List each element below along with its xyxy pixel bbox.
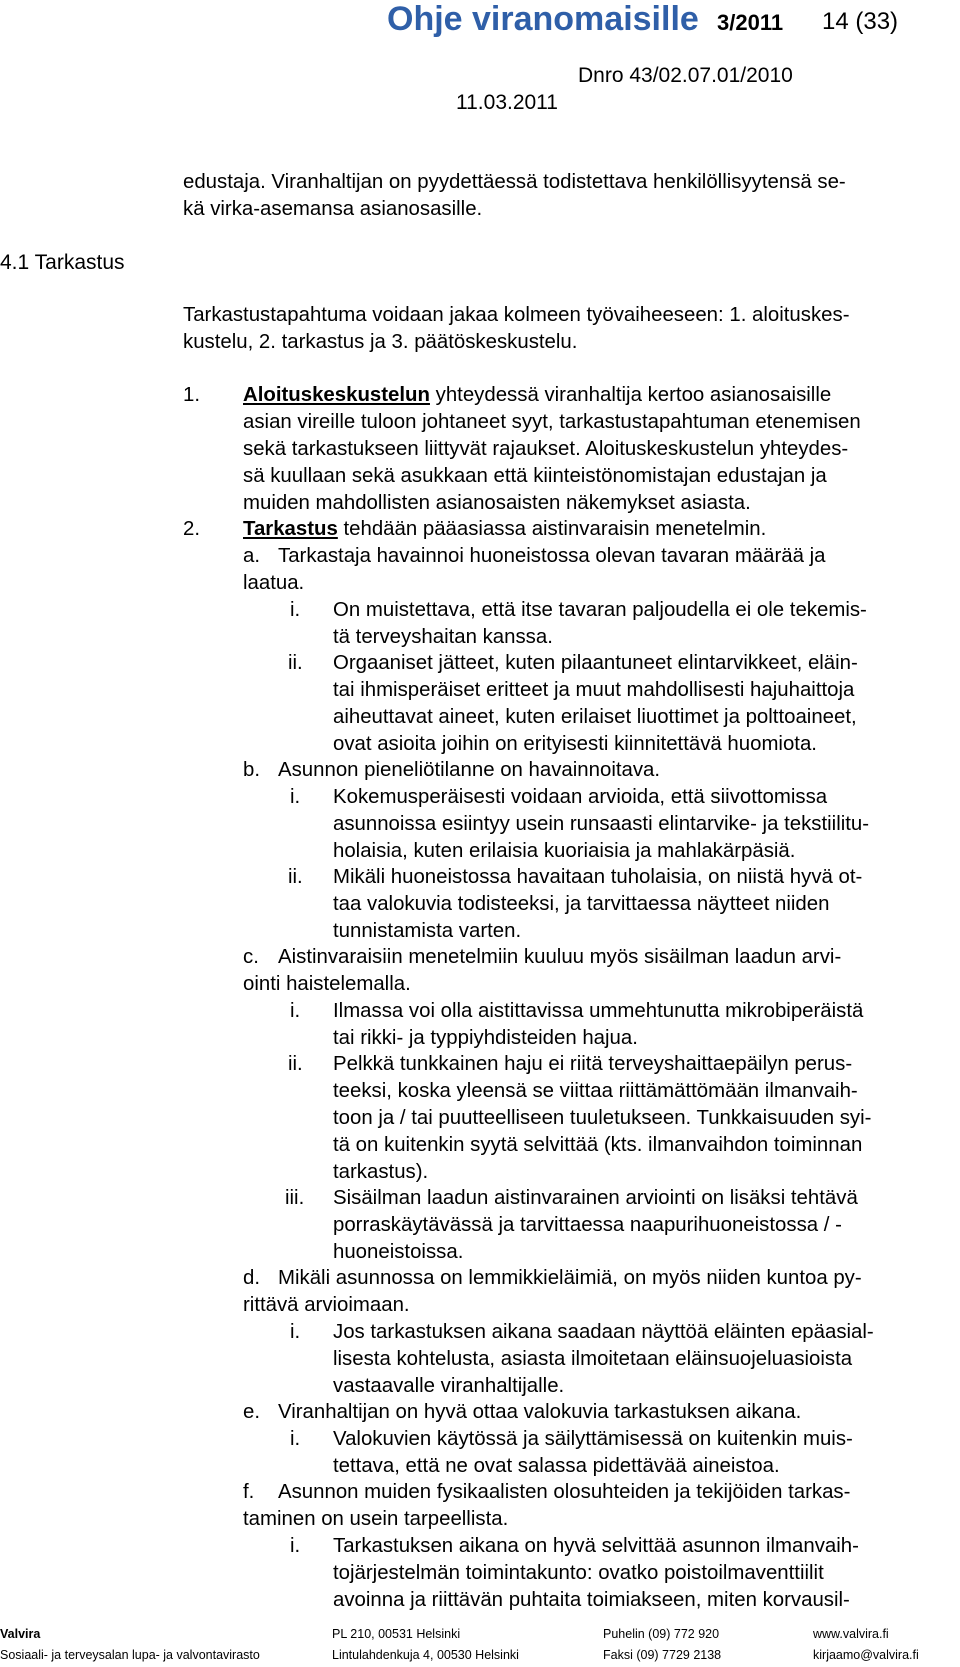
item-text: tehdään pääasiassa aistinvaraisin menetelmin. — [337, 518, 767, 540]
bold-term: Tarkastus — [243, 518, 338, 540]
list-roman: i. — [290, 599, 301, 621]
list-number: 2. — [183, 518, 201, 540]
paragraph-line: tai ihmisperäiset eritteet ja muut mahdollisesti hajuhaittoja — [333, 679, 855, 701]
footer-org-full: Sosiaali- ja terveysalan lupa- ja valvontavirasto — [0, 1648, 260, 1662]
paragraph-line: edustaja. Viranhaltijan on pyydettäessä todistettava henkilöllisyytensä se- — [183, 171, 846, 193]
paragraph-line: Mikäli huoneistossa havaitaan tuholaisia, on niistä hyvä ot- — [333, 866, 863, 888]
paragraph-line: tä terveyshaitan kanssa. — [333, 626, 553, 648]
paragraph-line: Kokemusperäisesti voidaan arvioida, että siivottomissa — [333, 786, 828, 808]
paragraph-line: tettava, että ne ovat salassa pidettävää aineistoa. — [333, 1455, 780, 1477]
paragraph-line: Orgaaniset jätteet, kuten pilaantuneet elintarvikkeet, eläin- — [333, 652, 858, 674]
paragraph-line: kä virka-asemansa asianosasille. — [183, 198, 483, 220]
paragraph-line: toon ja / tai puutteelliseen tuuletukseen. Tunkkaisuuden syi- — [333, 1107, 872, 1129]
paragraph-line: vastaavalle viranhaltijalle. — [333, 1375, 565, 1397]
paragraph-line: Ilmassa voi olla aistittavissa ummehtunutta mikrobiperäistä — [333, 1000, 864, 1022]
item-text: yhteydessä viranhaltija kertoo asianosaisille — [429, 384, 832, 406]
section-heading: 4.1 Tarkastus — [0, 251, 125, 274]
list-number: 1. — [183, 384, 201, 406]
paragraph-line: porraskäytävässä ja tarvittaessa naapurihuoneistossa / - — [333, 1214, 842, 1236]
paragraph-line: ointi haistelemalla. — [243, 973, 411, 995]
footer-email-link[interactable]: kirjaamo@valvira.fi — [813, 1648, 919, 1662]
paragraph-line: teeksi, koska yleensä se viittaa riittämättömään ilmanvaih- — [333, 1080, 858, 1102]
list-letter: f. — [243, 1481, 255, 1503]
footer-web-link[interactable]: www.valvira.fi — [813, 1627, 889, 1641]
list-letter: a. — [243, 545, 261, 567]
paragraph-line: muiden mahdollisten asianosaisten näkemykset asiasta. — [243, 492, 751, 514]
paragraph-line: kustelu, 2. tarkastus ja 3. päätöskeskustelu. — [183, 331, 578, 353]
list-letter: b. — [243, 759, 261, 781]
paragraph-line: Pelkkä tunkkainen haju ei riitä terveyshaittaepäilyn perus- — [333, 1053, 853, 1075]
list-roman: i. — [290, 786, 301, 808]
paragraph-line: huoneistoissa. — [333, 1241, 464, 1263]
paragraph-line: tojärjestelmän toimintakunto: ovatko poistoilmaventtiilit — [333, 1562, 824, 1584]
list-item — [243, 382, 831, 409]
paragraph-line: tä on kuitenkin syytä selvittää (kts. ilmanvaihdon toiminnan — [333, 1134, 863, 1156]
paragraph-line: Tarkastustapahtuma voidaan jakaa kolmeen työvaiheeseen: 1. aloituskes- — [183, 304, 850, 326]
list-letter: c. — [243, 946, 259, 968]
footer-phone: Puhelin (09) 772 920 — [603, 1627, 720, 1641]
paragraph-line: Aistinvaraisiin menetelmiin kuuluu myös sisäilman laadun arvi- — [278, 946, 842, 968]
paragraph-line: holaisia, kuten erilaisia kuoriaisia ja mahlakärpäsiä. — [333, 840, 796, 862]
list-item — [243, 516, 766, 543]
paragraph-line: Viranhaltijan on hyvä ottaa valokuvia tarkastuksen aikana. — [278, 1401, 802, 1423]
paragraph-line: tai rikki- ja typpiyhdisteiden hajua. — [333, 1027, 638, 1049]
document-title: Ohje viranomaisille — [387, 0, 699, 38]
list-letter: d. — [243, 1267, 261, 1289]
paragraph-line: taa valokuvia todisteeksi, ja tarvittaessa näytteet niiden — [333, 893, 830, 915]
paragraph-line: avoinna ja riittävän puhtaita toimiakseen, miten korvausil- — [333, 1589, 850, 1611]
paragraph-line: aiheuttavat aineet, kuten erilaiset liuottimet ja polttoaineet, — [333, 706, 857, 728]
list-roman: ii. — [288, 1053, 303, 1075]
footer-org: Valvira — [0, 1627, 41, 1641]
list-roman: ii. — [288, 866, 303, 888]
paragraph-line: sekä tarkastukseen liittyvät rajaukset. Aloituskeskustelun yhteydes- — [243, 438, 849, 460]
list-letter: e. — [243, 1401, 261, 1423]
paragraph-line: asian vireille tuloon johtaneet syyt, tarkastustapahtuman etenemisen — [243, 411, 861, 433]
paragraph-line: tunnistamista varten. — [333, 920, 522, 942]
paragraph-line: taminen on usein tarpeellista. — [243, 1508, 509, 1530]
list-roman: i. — [290, 1321, 301, 1343]
paragraph-line: Mikäli asunnossa on lemmikkieläimiä, on myös niiden kuntoa py- — [278, 1267, 862, 1289]
paragraph-line: On muistettava, että itse tavaran paljoudella ei ole tekemis- — [333, 599, 867, 621]
paragraph-line: Sisäilman laadun aistinvarainen arviointi on lisäksi tehtävä — [333, 1187, 858, 1209]
list-roman: i. — [290, 1000, 301, 1022]
bold-term: Aloituskeskustelun — [243, 384, 430, 406]
document-date: 11.03.2011 — [456, 91, 558, 114]
footer-street: Lintulahdenkuja 4, 00530 Helsinki — [332, 1648, 519, 1662]
paragraph-line: asunnoissa esiintyy usein runsaasti elintarvike- ja tekstiilitu- — [333, 813, 870, 835]
paragraph-line: Valokuvien käytössä ja säilyttämisessä on kuitenkin muis- — [333, 1428, 853, 1450]
footer-po-box: PL 210, 00531 Helsinki — [332, 1627, 461, 1641]
list-roman: i. — [290, 1535, 301, 1557]
list-roman: ii. — [288, 652, 303, 674]
paragraph-line: rittävä arvioimaan. — [243, 1294, 410, 1316]
paragraph-line: lisesta kohtelusta, asiasta ilmoitetaan eläinsuojeluasioista — [333, 1348, 853, 1370]
paragraph-line: sä kuullaan sekä asukkaan että kiinteistönomistajan edustajan ja — [243, 465, 827, 487]
page-number: 14 (33) — [822, 8, 899, 35]
paragraph-line: Jos tarkastuksen aikana saadaan näyttöä eläinten epäasial- — [333, 1321, 874, 1343]
record-number: Dnro 43/02.07.01/2010 — [578, 64, 793, 87]
paragraph-line: Tarkastuksen aikana on hyvä selvittää asunnon ilmanvaih- — [333, 1535, 859, 1557]
paragraph-line: laatua. — [243, 572, 305, 594]
list-roman: iii. — [285, 1187, 305, 1209]
list-roman: i. — [290, 1428, 301, 1450]
footer-fax: Faksi (09) 7729 2138 — [603, 1648, 722, 1662]
paragraph-line: tarkastus). — [333, 1161, 429, 1183]
paragraph-line: Asunnon pieneliötilanne on havainnoitava. — [278, 759, 661, 781]
issue-number: 3/2011 — [717, 10, 784, 35]
paragraph-line: Tarkastaja havainnoi huoneistossa olevan tavaran määrää ja — [278, 545, 826, 567]
paragraph-line: ovat asioita joihin on erityisesti kiinnitettävä huomiota. — [333, 733, 817, 755]
paragraph-line: Asunnon muiden fysikaalisten olosuhteiden ja tekijöiden tarkas- — [278, 1481, 851, 1503]
